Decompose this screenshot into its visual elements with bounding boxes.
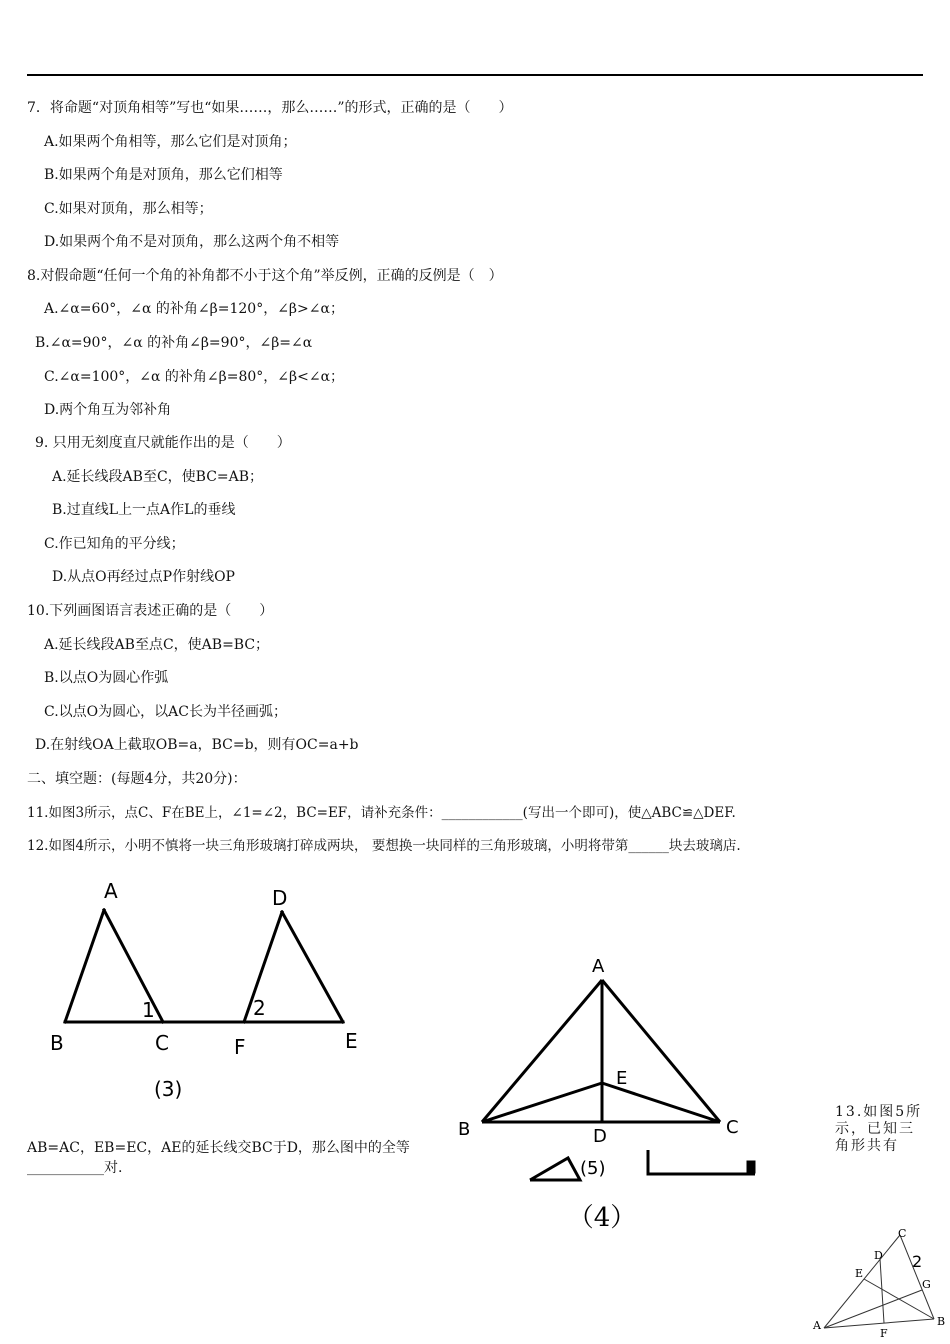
q13-text: 13.如图5所示，已知三角形共有	[835, 1104, 923, 1154]
q8-option-c: C.∠α=100°，∠α 的补角∠β=80°，∠β<∠α；	[44, 369, 345, 385]
q8-stem: 8.对假命题“任何一个角的补角都不小于这个角”举反例，正确的反例是（ ）	[27, 268, 503, 284]
q10-option-c: C.以点O为圆心，以AC长为半径画弧；	[44, 704, 287, 720]
small-fig-label-a: A	[813, 1319, 821, 1332]
small-fig-label-b: B	[937, 1315, 946, 1328]
fig5-caption: (5)	[580, 1158, 606, 1179]
small-fig-label-e: E	[855, 1267, 864, 1280]
glass-fragments	[530, 1150, 755, 1180]
q7-option-b: B.如果两个角是对顶角，那么它们相等	[44, 167, 283, 183]
q9-stem: 9. 只用无刻度直尺就能作出的是（ ）	[35, 435, 291, 451]
small-fig-label-2: 2	[912, 1252, 923, 1271]
q9-option-b: B.过直线L上一点A作L的垂线	[52, 502, 236, 518]
q9-option-c: C.作已知角的平分线；	[44, 536, 185, 552]
q8-option-b: B.∠α=90°，∠α 的补角∠β=90°，∠β=∠α	[35, 335, 313, 351]
fig3-label-2: 2	[253, 996, 266, 1020]
q7-option-c: C.如果对顶角，那么相等；	[44, 201, 213, 217]
fig3-caption: (3)	[154, 1077, 183, 1101]
small-fig-label-f: F	[880, 1327, 888, 1340]
fig5-label-d: D	[593, 1126, 607, 1147]
q7-option-d: D.如果两个角不是对顶角，那么这两个角不相等	[44, 234, 340, 250]
top-rule	[27, 74, 923, 76]
figure-5	[450, 952, 780, 1242]
q9-option-a: A.延长线段AB至C，使BC=AB；	[52, 469, 264, 485]
fig3-label-f: F	[234, 1035, 246, 1059]
small-fig-label-g: G	[922, 1278, 931, 1291]
q9-option-d: D.从点O再经过点P作射线OP	[52, 569, 235, 585]
small-fig-label-c: C	[898, 1227, 907, 1240]
fig3-label-a: A	[104, 879, 118, 903]
q10-option-a: A.延长线段AB至点C，使AB=BC；	[44, 637, 270, 653]
q7-stem: 7．将命题“对顶角相等”写也“如果……，那么……”的形式，正确的是（ ）	[27, 100, 513, 116]
q8-option-a: A.∠α=60°，∠α 的补角∠β=120°，∠β>∠α；	[44, 301, 344, 317]
figure-small	[810, 1225, 950, 1344]
fig3-label-e: E	[345, 1029, 358, 1053]
q7-option-a: A.如果两个角相等，那么它们是对顶角；	[44, 134, 297, 150]
fig5-label-b: B	[458, 1119, 471, 1140]
q13-continuation	[27, 1138, 410, 1178]
fig5-label-c: C	[726, 1117, 739, 1138]
fig4-caption: （4）	[567, 1203, 637, 1233]
fig3-label-d: D	[272, 886, 288, 910]
q12-text: 12.如图4所示，小明不慎将一块三角形玻璃打碎成两块， 要想换一块同样的三角形玻璃，小明将带第______块去玻璃店.	[27, 838, 741, 854]
fig5-label-a: A	[592, 956, 605, 977]
small-fig-label-d: D	[874, 1249, 883, 1262]
fig3-label-1: 1	[142, 998, 155, 1022]
q10-stem: 10.下列画图语言表述正确的是（ ）	[27, 603, 274, 619]
q13-continuation-line-2: ___________对.	[27, 1160, 123, 1176]
figure-3	[40, 872, 380, 1107]
fig5-label-e: E	[616, 1068, 628, 1089]
q10-option-d: D.在射线OA上截取OB=a，BC=b，则有OC=a+b	[35, 737, 359, 753]
section-heading: 二、填空题：(每题4分，共20分)：	[27, 771, 247, 787]
fig3-label-c: C	[155, 1031, 169, 1055]
q8-option-d: D.两个角互为邻补角	[44, 402, 172, 418]
fig3-label-b: B	[50, 1031, 64, 1055]
q11-text: 11.如图3所示，点C、F在BE上，∠1=∠2，BC=EF，请补充条件：____________(写出一个即可)，使△ABC≌△DEF.	[27, 805, 736, 821]
q13-continuation-line-1: AB=AC，EB=EC，AE的延长线交BC于D，那么图中的全等	[27, 1140, 410, 1156]
q10-option-b: B.以点O为圆心作弧	[44, 670, 169, 686]
